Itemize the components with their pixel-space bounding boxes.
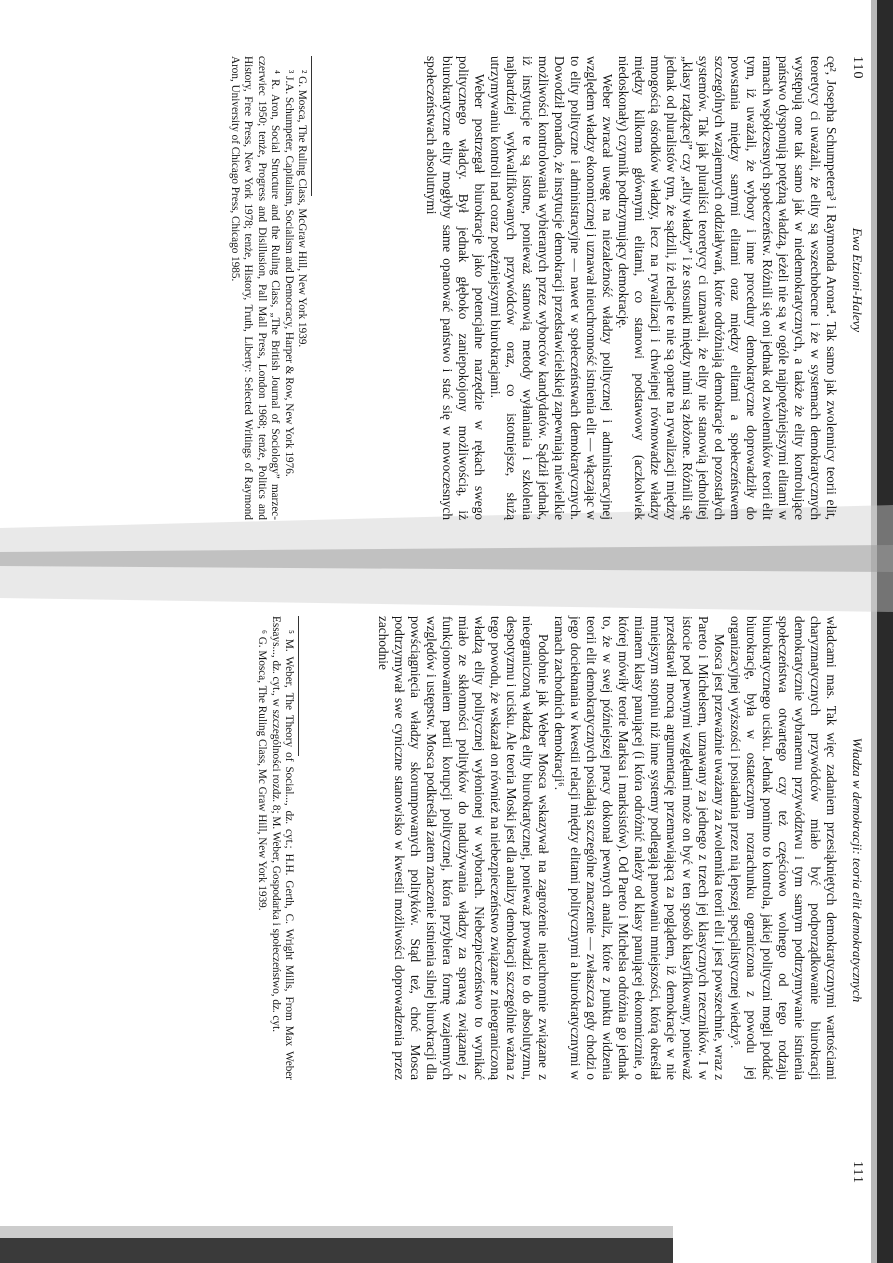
right-footnotes	[255, 616, 295, 1080]
left-page-number: 110	[850, 56, 865, 80]
footnote-2: ² G. Mosca, The Ruling Class, McGraw Hill, New York 1939.	[296, 70, 308, 348]
footnote-3: ³ J.A. Schumpeter, Capitalism, Socialism and Democracy, Harper & Row, New York 1976.	[282, 70, 295, 477]
footnote-4: ⁴ R. Aron, Social Structure and the Ruling Class, „The British Journal of Sociology” marzec-czerwiec 1950; tenże, Progress and Disillusion, Pall Mall Press, London 1968; tenże, Politics and History, Free Press, New York 1978; tenże, History, Truth, Liberty: Selected Writings of Raymond Aron, University of Chicago Press, Chicago 1985.	[228, 56, 282, 520]
right-paragraph-2: Mosca jest przeważnie uważany za zwolennika teorii elit i jest powszechnie, wraz z Pareto i Michelsem, uznawany za jednego z trzech jej klasycznych rzeczników. I w istocie pod pewnymi względami może on być w ten sposób klasyfikowany, ponieważ przedstawił mocną argumentację przemawiającą za poglądem, iż demokracje w nie mniejszym stopniu niż inne systemy podlegają panowaniu mniejszości, którą określał mianem klasy panującej (i która odróżnić należy od klasy panującej ekonomicznie, o której mówiły teorie Marksa i marksistów). Od Pareto i Michelsa odróżnia go jednak to, że w swej późniejszej pracy dokonał pewnych analiz, które z punktu widzenia teorii elit demokratycznych posiadają szczególne znaczenie — zwłaszcza gdy chodzi o jego docieknania w kwestii relacji między elitami politycznymi a biurokratycznymi w ramach zachodnich demokracji⁶.	[552, 616, 727, 1080]
left-page-body	[423, 56, 839, 520]
bottom-right-edge	[0, 1238, 673, 1263]
left-page	[228, 0, 893, 560]
left-paragraph-1: cę², Josepha Schumpetera³ i Raymonda Arona⁴. Tak samo jak zwolennicy teorii elit, teoretycy ci uważali, że elity są wszechobecne i że w systemach demokratycznych występują one tak samo jak w niedemokratycznych, a także że elity kontrolujące państwo dysponują potężną władzą, jeżeli nie są w ogóle najpotężniejszymi elitami w ramach współczesnych społeczeństw. Różnili się oni jednak od zwolenników teorii elit tym, iż uważali, że wybory i inne procedury demokratyczne doprowadziły do powstania między samymi elitami oraz między elitami a społeczeństwem szczególnych wzajemnych oddziaływań, które odróżniają demokracje od pozostałych systemów. Tak jak pluraliści teoretycy ci uznawali, że elity nie stanowią jednolitej „klasy rządzącej” czy „elity władzy” i że stosunki między nimi są złożone. Różnili się jednak od pluralistów tym, że sądzili, iż relacje te nie są oparte na rywalizacji między mnogością ośrodków władzy, lecz na rywalizacji i chwiejnej równowadze władzy między kilkoma głównymi elitami, co stanowi podstawowy (aczkolwiek niedoskonały) czynnik podtrzymujący demokrację.	[616, 56, 839, 520]
left-footnote-rule	[311, 56, 312, 196]
right-page-number: 111	[850, 1161, 865, 1184]
right-running-head	[845, 616, 865, 1184]
footnote-6: ⁶ G. Mosca, The Ruling Class, Mc Graw Hill, New York 1939.	[256, 630, 269, 911]
right-page-body	[375, 616, 839, 1080]
left-footnotes	[228, 56, 308, 520]
right-running-title: Władza w demokracji: teoria elit demokratycznych	[850, 737, 865, 1003]
footnote-5: ⁵ M. Weber, The Theory of Social..., dz. cyt.; H.H. Gerth, C. Wright Mills, From Max Weber Essays..., dz. cyt., w szczególności rozdz. 8; M. Weber, Gospodarka i społeczeństwo, dz. cyt.	[269, 616, 295, 1080]
right-footnote-rule	[298, 616, 299, 756]
right-page	[233, 560, 893, 1240]
left-paragraph-2: Weber zwracał uwagę na niezależność władzy politycznej i administracyjnej względem władzy ekonomicznej i uznawał nieuchronność istnienia elit — włączając w to elity polityczne i administracyjne — nawet w społeczeństwach demokratycznych. Dowodził ponadto, że instytucje demokracji przedstawicielskiej zapewniają niewielkie możliwości kontrolowania wybieranych przez wyborców kandydatów. Sądził jednak, iż instytucje te są istotne, ponieważ stanowią metody wyłaniania i szkolenia najbardziej wykwalifikowanych przywódców oraz, co istotniejsze, służą utrzymywaniu kontroli nad coraz potężniejszymi biurokracjami.	[488, 56, 615, 520]
right-paragraph-3: Podobnie jak Weber Mosca wskazywał na zagrożenie nieuchronnie związane z nieograniczoną władzą elity biurokratycznej, ponieważ prowadzi to do absolutyzmu, despotyzmu i ucisku. Ale teoria Moski jest dla analizy demokracji szczególnie ważna z tego powodu, że wskazał on również na niebezpieczeństwo związane z nieograniczoną władzą elity politycznej wyłonionej w wyborach. Niebezpieczeństwo to wynikać miało ze skłonności polityków do nadużywania władzy za sprawą związanej z funkcjonowaniem partii korupcji politycznej, która przybiera formę wzajemnych względów i ustępstw. Mosca podkreślał zatem znaczenie istnienia silnej biurokracji dla powściągnięcia władzy skorumpowanych polityków. Stąd też, choć Mosca podtrzymywał swe cyniczne stanowisko w kwestii możliwości doprowadzenia przez zachodnie	[376, 616, 551, 1081]
left-running-title: Ewa Etzioni-Halevy	[850, 227, 865, 333]
left-running-head	[845, 56, 865, 504]
right-paragraph-1: władcami mas. Tak więc zadaniem przesiąkniętych demokratycznymi wartościami charyzmatycznych przywódców miało być podporządkowanie biurokracji demokratycznie wybranemu przywództwu i tym samym podtrzymywanie istnienia społeczeństwa otwartego czy też częściowo wolnego od tego rodzaju biurokratycznego ucisku. Jednak pomimo to kontrola, jakiej polityczni mogli poddać biurokrację, była w ostatecznym rozrachunku ograniczona z powodu jej organizacyjnej wyższości i posiadania przez nią lepszej specjalistycznej wiedzy⁵.	[728, 616, 839, 1080]
left-paragraph-3: Weber postrzegał biurokracje jako potencjalne narzędzie w rękach swego politycznego władcy. Był jednak głęboko zaniepokojony możliwością, iż biurokratyczne elity mogłyby same opanować państwo i stać się w nowoczesnych społeczeństwach absolutnymi	[424, 56, 487, 520]
